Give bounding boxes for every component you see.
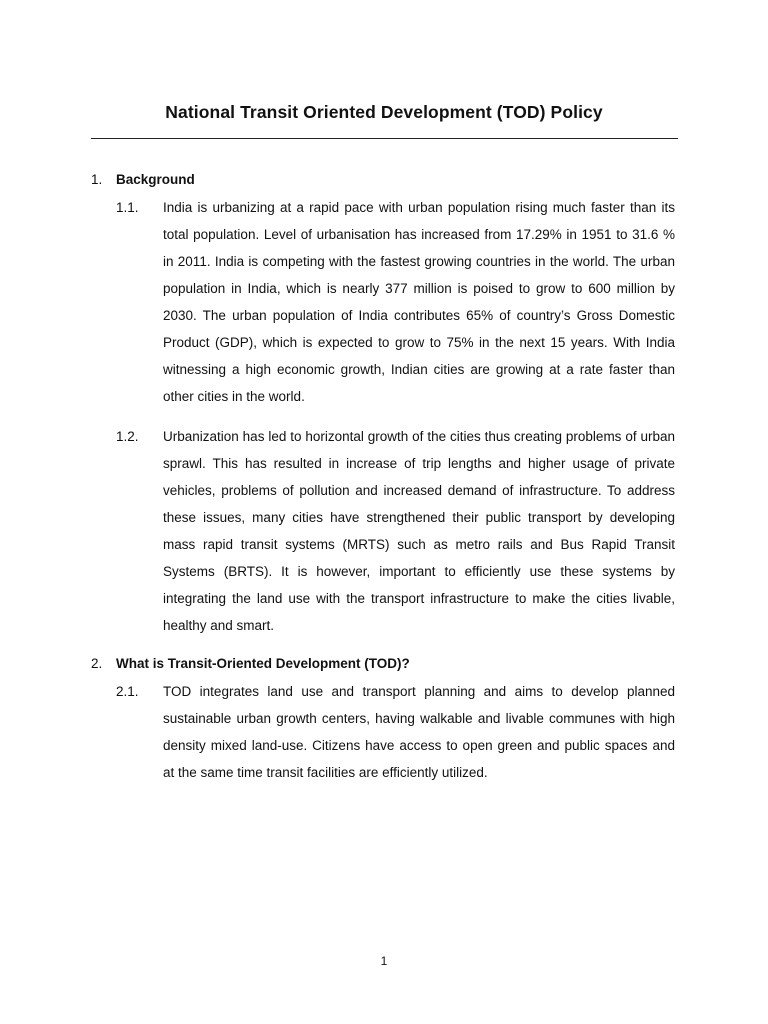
section-heading-what-is-tod bbox=[91, 656, 410, 671]
paragraph-number: 1.1. bbox=[116, 200, 139, 215]
section-heading-background bbox=[91, 172, 195, 187]
paragraph-1-2 bbox=[116, 423, 675, 639]
paragraph-number: 1.2. bbox=[116, 429, 139, 444]
paragraph-1-1 bbox=[116, 194, 675, 410]
paragraph-number: 2.1. bbox=[116, 684, 139, 699]
title-divider bbox=[91, 138, 678, 139]
section-number: 2. bbox=[91, 656, 103, 671]
section-title: What is Transit-Oriented Development (TOD)? bbox=[116, 656, 410, 671]
section-number: 1. bbox=[91, 172, 103, 187]
paragraph-text: Urbanization has led to horizontal growth of the cities thus creating problems of urban sprawl. This has resulted in increase of trip lengths and higher usage of private vehicles, problems of pollution and increased demand of infrastructure. To address these issues, many cities have strengthened their public transport by developing mass rapid transit systems (MRTS) such as metro rails and Bus Rapid Transit Systems (BRTS). It is however, important to efficiently use these systems by integrating the land use with the transport infrastructure to make the cities livable, healthy and smart. bbox=[163, 429, 675, 633]
paragraph-2-1 bbox=[116, 678, 675, 786]
section-title: Background bbox=[116, 172, 195, 187]
document-title: National Transit Oriented Development (TOD) Policy bbox=[165, 102, 603, 122]
paragraph-text: India is urbanizing at a rapid pace with urban population rising much faster than its total population. Level of urbanisation has increased from 17.29% in 1951 to 31.6 % in 2011. India is competing with the fastest growing countries in the world. The urban population in India, which is nearly 377 million is poised to grow to 600 million by 2030. The urban population of India contributes 65% of country’s Gross Domestic Product (GDP), which is expected to grow to 75% in the next 15 years. With India witnessing a high economic growth, Indian cities are growing at a rate faster than other cities in the world. bbox=[163, 200, 675, 404]
paragraph-text: TOD integrates land use and transport planning and aims to develop planned sustainable urban growth centers, having walkable and livable communes with high density mixed land-use. Citizens have access to open green and public spaces and at the same time transit facilities are efficiently utilized. bbox=[163, 684, 675, 780]
page-number: 1 bbox=[380, 954, 388, 968]
